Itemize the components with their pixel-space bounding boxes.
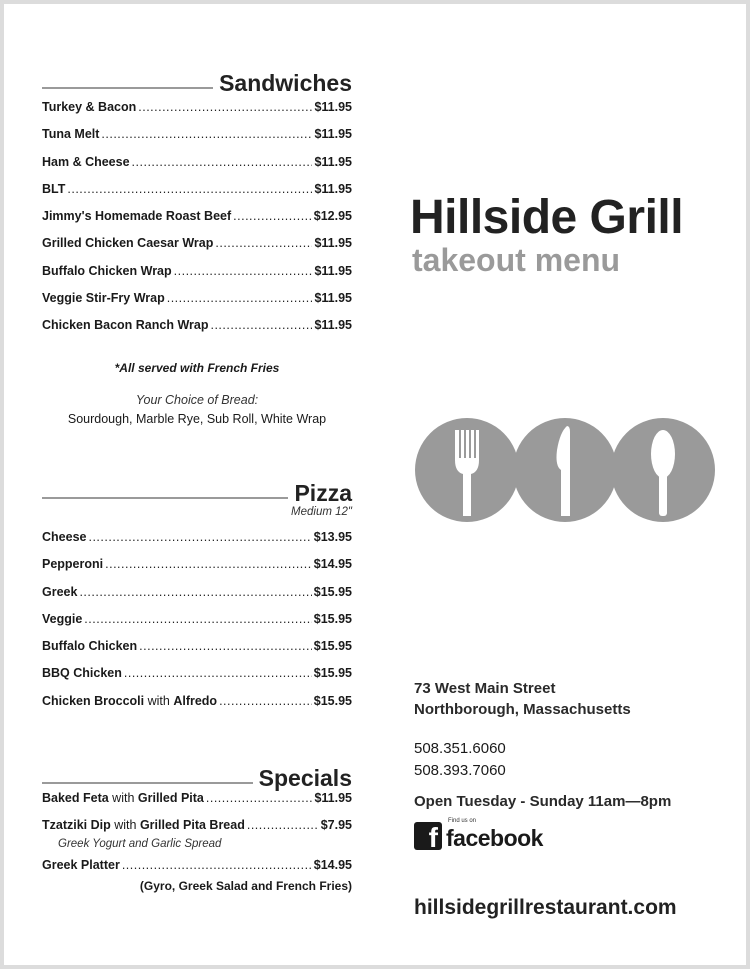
item-name: Greek <box>42 584 78 599</box>
item-name <box>42 694 217 708</box>
pizza-header <box>42 476 352 506</box>
leader-dots <box>247 818 319 832</box>
leader-dots <box>138 100 312 114</box>
item-name: Pepperoni <box>42 557 104 572</box>
phone-number[interactable]: 508.351.6060 <box>414 740 506 757</box>
menu-item <box>42 236 352 263</box>
item-name: BLT <box>42 181 66 196</box>
menu-item <box>42 791 352 818</box>
menu-item <box>42 182 352 209</box>
facebook-find-us: Find us on <box>448 818 477 824</box>
leader-dots <box>174 264 313 278</box>
item-name: Veggie <box>42 611 83 626</box>
opening-hours: Open Tuesday - Sunday 11am—8pm <box>414 793 672 810</box>
section-rule <box>42 87 213 89</box>
item-name: BBQ Chicken <box>42 666 122 681</box>
website-url[interactable]: hillsidegrillrestaurant.com <box>414 896 677 919</box>
item-price: $11.95 <box>314 291 352 306</box>
menu-item <box>42 127 352 154</box>
section-rule <box>42 497 288 499</box>
menu-item <box>42 291 352 318</box>
item-name-extra: Alfredo <box>173 693 218 708</box>
item-name-extra: Grilled Pita <box>137 791 204 805</box>
leader-dots <box>139 639 312 653</box>
fries-note: *All served with French Fries <box>114 361 280 375</box>
menu-item <box>42 318 352 345</box>
pizza-title: Pizza <box>294 480 352 506</box>
item-name-extra: Grilled Pita Bread <box>139 818 245 833</box>
address-street: 73 West Main Street <box>414 680 556 697</box>
menu-item <box>42 666 352 693</box>
item-price: $15.95 <box>313 639 352 654</box>
menu-item <box>42 694 352 721</box>
item-price: $11.95 <box>314 791 352 805</box>
item-name: Grilled Chicken Caesar Wrap <box>42 236 214 251</box>
menu-page <box>4 4 746 965</box>
utensils-logo <box>415 412 715 528</box>
spoon-icon <box>611 418 715 522</box>
leader-dots <box>206 791 313 805</box>
leader-dots <box>210 318 312 332</box>
item-description: (Gyro, Greek Salad and French Fries) <box>139 878 352 893</box>
item-price: $11.95 <box>314 236 352 251</box>
phone-number[interactable]: 508.393.7060 <box>414 762 506 779</box>
leader-dots <box>132 155 313 169</box>
menu-item <box>42 530 352 557</box>
specials-header <box>42 761 352 791</box>
fork-icon <box>415 418 519 522</box>
pizza-list <box>42 530 352 721</box>
leader-dots <box>233 209 312 223</box>
item-name: Ham & Cheese <box>42 154 130 169</box>
item-price: $15.95 <box>313 666 352 681</box>
item-joiner: with <box>108 791 138 805</box>
address-city: Northborough, Massachusetts <box>414 701 631 718</box>
item-price: $12.95 <box>313 209 352 224</box>
item-price: $14.95 <box>313 557 352 572</box>
menu-item <box>42 639 352 666</box>
specials-list <box>42 791 352 893</box>
item-name <box>42 791 204 805</box>
menu-item <box>42 209 352 236</box>
bread-options: Sourdough, Marble Rye, Sub Roll, White Wrap <box>67 412 327 426</box>
menu-item <box>42 100 352 127</box>
item-name-main: Tzatziki Dip <box>42 818 111 833</box>
leader-dots <box>105 557 312 571</box>
pizza-size-note: Medium 12" <box>291 506 352 518</box>
sandwiches-title: Sandwiches <box>219 70 352 96</box>
item-name: Tuna Melt <box>42 127 100 142</box>
item-price: $7.95 <box>320 818 352 833</box>
leader-dots <box>167 291 313 305</box>
item-price: $13.95 <box>313 530 352 544</box>
item-description: Greek Yogurt and Garlic Spread <box>58 837 222 850</box>
restaurant-name: Hillside Grill <box>410 191 684 244</box>
item-price: $11.95 <box>314 263 352 278</box>
menu-item <box>42 585 352 612</box>
item-price: $11.95 <box>314 181 352 196</box>
leader-dots <box>122 858 312 872</box>
leader-dots <box>101 127 312 141</box>
menu-item <box>42 557 352 584</box>
item-price: $11.95 <box>314 127 352 142</box>
item-name-main: Baked Feta <box>42 791 109 805</box>
specials-title: Specials <box>258 765 352 791</box>
sandwiches-header <box>42 66 352 96</box>
leader-dots <box>67 182 312 196</box>
item-price: $11.95 <box>314 318 352 333</box>
menu-subtitle: takeout menu <box>412 242 621 278</box>
facebook-icon: f <box>414 822 442 850</box>
leader-dots <box>79 585 311 599</box>
menu-item <box>42 155 352 182</box>
item-name <box>42 818 245 832</box>
item-name: Veggie Stir-Fry Wrap <box>42 291 165 306</box>
sandwiches-list <box>42 100 352 346</box>
leader-dots <box>88 530 311 544</box>
item-price: $14.95 <box>313 857 352 872</box>
item-name: Jimmy's Homemade Roast Beef <box>42 209 232 224</box>
facebook-text <box>446 818 543 851</box>
item-name: Cheese <box>42 530 87 544</box>
item-price: $11.95 <box>314 100 352 114</box>
section-rule <box>42 782 253 784</box>
knife-icon <box>513 418 617 522</box>
item-joiner: with <box>144 693 174 708</box>
item-price: $11.95 <box>314 154 352 169</box>
item-name: Buffalo Chicken Wrap <box>42 263 172 278</box>
leader-dots <box>124 666 312 680</box>
item-price: $15.95 <box>313 611 352 626</box>
menu-item <box>42 264 352 291</box>
item-price: $15.95 <box>313 693 352 708</box>
item-joiner: with <box>110 818 140 833</box>
item-name-main: Chicken Broccoli <box>42 693 145 708</box>
leader-dots <box>84 612 311 626</box>
bread-heading: Your Choice of Bread: <box>135 393 259 407</box>
item-name: Chicken Bacon Ranch Wrap <box>42 318 209 333</box>
leader-dots <box>219 694 312 708</box>
item-name: Buffalo Chicken <box>42 639 138 654</box>
item-name: Turkey & Bacon <box>42 100 137 114</box>
facebook-word: facebook <box>446 825 543 851</box>
menu-item <box>42 612 352 639</box>
item-price: $15.95 <box>313 584 352 599</box>
facebook-badge[interactable] <box>414 818 543 853</box>
leader-dots <box>215 236 312 250</box>
item-name: Greek Platter <box>42 857 120 872</box>
